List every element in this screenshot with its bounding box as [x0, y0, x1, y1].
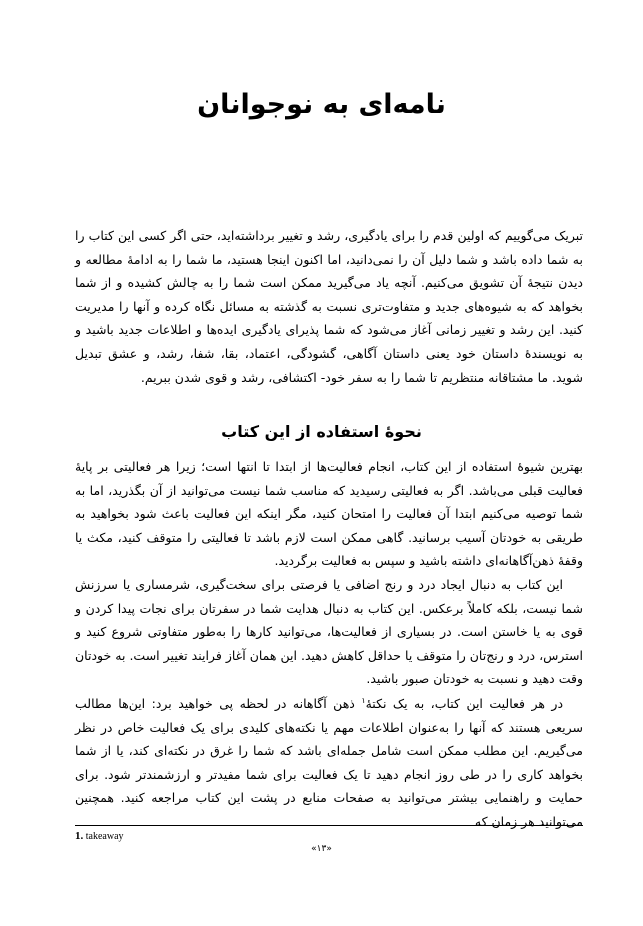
footnote-divider: [75, 825, 583, 826]
page-number: «۱۳»: [311, 844, 332, 854]
section-heading: نحوهٔ استفاده از این کتاب: [221, 422, 422, 441]
body-paragraph-1: بهترین شیوهٔ استفاده از این کتاب، انجام فعالیت‌ها از ابتدا تا انتها است؛ زیرا هر فعالیتی بر پایهٔ فعالیت قبلی می‌باشد. اگر به فعالیتی رسیدید که مناسب شما نیست می‌توانید از آن بگذرید، اما به شما توصیه می‌کنیم ابتدا آن فعالیت را امتحان کنید، مگر اینکه این فعالیت باعث شود بخواهید به طریقی به خودتان آسیب برسانید. گاهی ممکن است لازم باشد تا فعالیتی را متوقف کنید، مکث یا وقفهٔ ذهن‌آگاهانه‌ای داشته باشید و سپس به فعالیت برگردید.: [75, 459, 583, 569]
paragraph-3-lead: در هر فعالیت این کتاب، به یک نکتهٔ: [365, 696, 564, 711]
footnote-text: takeaway: [85, 831, 124, 842]
footnote: [75, 829, 124, 844]
paragraph-3-rest: ذهن آگاهانه در لحظه پی خواهید برد: این‌ها مطالب سریعی هستند که آنها را به‌عنوان اطلاعات مهم یا نکته‌های کلیدی برای یک فعالیت خاص در نظر می‌گیریم. این مطلب ممکن است شامل جمله‌ای باشد که شما را غرق در نکته‌ای کند، یا از شما بخواهد کاری را در طی روز انجام دهید تا یک فعالیت برای شما مفیدتر و ارزشمندتر شود. برای حمایت و راهنمایی بیشتر می‌توانید به صفحات منابع در پشت این کتاب مراجعه کنید. همچنین می‌توانید هر زمان که: [75, 696, 583, 829]
body-paragraph-3: [75, 692, 583, 834]
footnote-number: 1.: [75, 830, 84, 842]
page-title: نامه‌ای به نوجوانان: [197, 89, 446, 120]
body-paragraph-2: این کتاب به دنبال ایجاد درد و رنج اضافی یا فرصتی برای سخت‌گیری، شرمساری یا سرزنش شما نیست، بلکه کاملاً برعکس. این کتاب به دنبال هدایت شما در سفرتان برای نجات پیدا کردن و قوی به یا خاستن است. در بسیاری از فعالیت‌ها، می‌توانید کارها را به‌طور متفاوتی شروع کنید و استرس، درد و رنج‌تان را متوقف یا حداقل کاهش دهید. این همان آغاز فرایند تغییر است. به خودتان وقت دهید و نسبت به خودتان صبور باشید.: [75, 577, 583, 687]
intro-paragraph: تبریک می‌گوییم که اولین قدم را برای یادگیری، رشد و تغییر برداشته‌اید، حتی اگر کسی این کتاب را به شما داده باشد و شما دلیل آن را نمی‌دانید، اما اکنون اینجا هستید، ما شما را به ادامهٔ مطالعه و دیدن نتیجهٔ آن تشویق می‌کنیم. آنچه یاد می‌گیرید ممکن است شما را به چالش کشیده و از شما بخواهد که به شیوه‌های جدید و متفاوت‌تری نسبت به گذشته به مسائل نگاه کرده و آنها را مدیریت کنید. این رشد و تغییر زمانی آغاز می‌شود که شما پذیرای یادگیری ایده‌ها و اطلاعات جدید باشید و به نویسندهٔ داستان خود یعنی داستان آگاهی، گشودگی، اعتماد، بقا، شفا، رشد، و عشق تبدیل شوید. ما مشتاقانه منتظریم تا شما را به سفر خود- اکتشافی، رشد و قوی شدن ببریم.: [75, 228, 583, 385]
footnote-reference[interactable]: ۱: [361, 695, 366, 705]
